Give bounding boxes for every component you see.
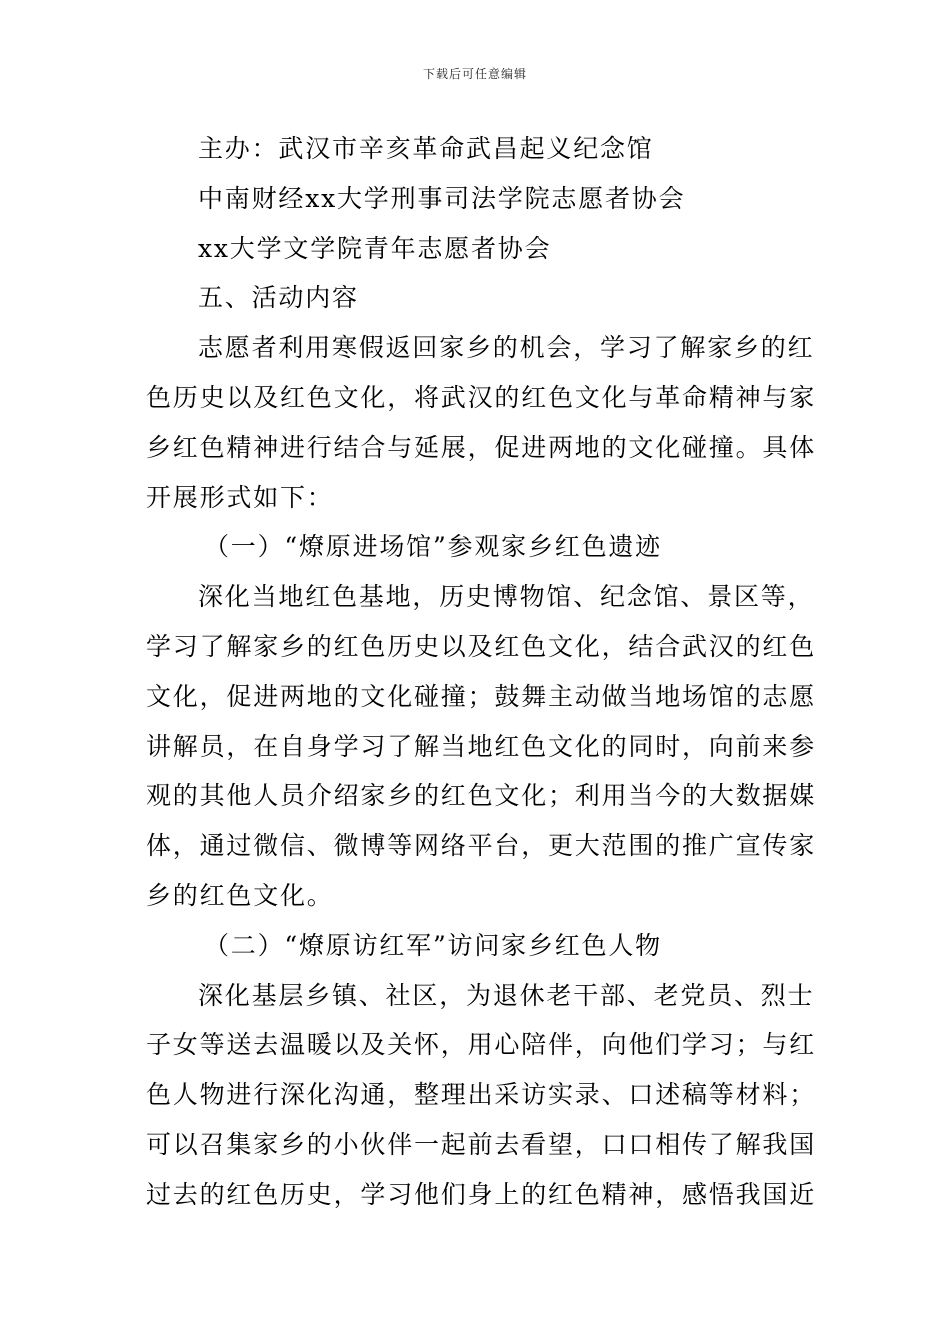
paragraph-line: 乡的红色文化。 bbox=[146, 880, 334, 910]
paragraph-line: 志愿者利用寒假返回家乡的机会，学习了解家乡的红 bbox=[198, 333, 815, 363]
paragraph-line: 开展形式如下： bbox=[146, 482, 334, 512]
paragraph-line: 体，通过微信、微博等网络平台，更大范围的推广宣传家 bbox=[146, 831, 817, 861]
paragraph-line: 学习了解家乡的红色历史以及红色文化，结合武汉的红色 bbox=[146, 631, 817, 661]
paragraph-line: 色人物进行深化沟通，整理出采访实录、口述稿等材料； bbox=[146, 1080, 817, 1110]
organizer-line: 主办：武汉市辛亥革命武昌起义纪念馆 bbox=[198, 134, 654, 163]
paragraph-line: 乡红色精神进行结合与延展，促进两地的文化碰撞。具体 bbox=[146, 432, 817, 462]
section-heading: 五、活动内容 bbox=[198, 283, 359, 313]
paragraph-line: 过去的红色历史，学习他们身上的红色精神，感悟我国近 bbox=[146, 1179, 817, 1209]
paragraph-line: 子女等送去温暖以及关怀，用心陪伴，向他们学习；与红 bbox=[146, 1030, 817, 1060]
paragraph-line: 深化当地红色基地，历史博物馆、纪念馆、景区等， bbox=[198, 582, 815, 612]
paragraph-line: 文化，促进两地的文化碰撞；鼓舞主动做当地场馆的志愿 bbox=[146, 681, 817, 711]
co-organizer-line: 中南财经xx大学刑事司法学院志愿者协会 bbox=[198, 183, 686, 213]
paragraph-line: 色历史以及红色文化，将武汉的红色文化与革命精神与家 bbox=[146, 382, 817, 412]
page-header: 下载后可任意编辑 bbox=[422, 67, 527, 81]
subsection-heading: （一）“燎原进场馆”参观家乡红色遗迹 bbox=[204, 532, 662, 562]
subsection-heading: （二）“燎原访红军”访问家乡红色人物 bbox=[204, 930, 662, 960]
document-body bbox=[146, 124, 817, 1220]
paragraph-line: 讲解员，在自身学习了解当地红色文化的同时，向前来参 bbox=[146, 731, 817, 761]
paragraph-line: 深化基层乡镇、社区，为退休老干部、老党员、烈士 bbox=[198, 980, 815, 1010]
paragraph-line: 可以召集家乡的小伙伴一起前去看望，口口相传了解我国 bbox=[146, 1129, 817, 1159]
paragraph-line: 观的其他人员介绍家乡的红色文化；利用当今的大数据媒 bbox=[146, 781, 817, 811]
co-organizer-line: xx大学文学院青年志愿者协会 bbox=[198, 233, 552, 263]
